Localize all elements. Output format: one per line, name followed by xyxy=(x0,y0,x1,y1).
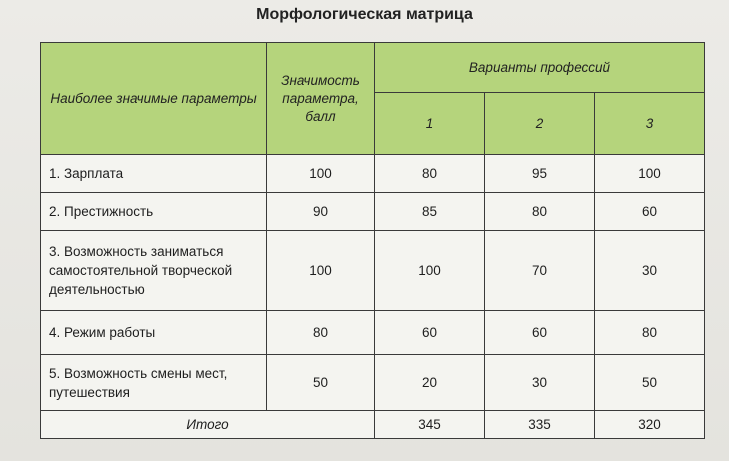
variant-2-value: 80 xyxy=(485,193,595,231)
total-row xyxy=(41,411,705,439)
page-title: Морфологическая матрица xyxy=(256,6,473,23)
param-label: 1. Зарплата xyxy=(41,155,267,193)
table-row xyxy=(41,355,705,411)
header-significance: Значимость параметра, балл xyxy=(267,43,375,155)
variant-3-value: 80 xyxy=(595,311,705,355)
param-label: 2. Престижность xyxy=(41,193,267,231)
header-profession-variants: Варианты профессий xyxy=(375,43,705,93)
significance-value: 100 xyxy=(267,155,375,193)
significance-value: 80 xyxy=(267,311,375,355)
variant-1-value: 60 xyxy=(375,311,485,355)
variant-3-value: 50 xyxy=(595,355,705,411)
variant-2-value: 30 xyxy=(485,355,595,411)
header-variant-1: 1 xyxy=(375,93,485,155)
significance-value: 50 xyxy=(267,355,375,411)
variant-3-value: 60 xyxy=(595,193,705,231)
table-row xyxy=(41,193,705,231)
param-label: 3. Возможность заниматься самостоятельной творческой деятельностью xyxy=(41,231,267,311)
variant-1-value: 20 xyxy=(375,355,485,411)
table-row xyxy=(41,311,705,355)
variant-1-value: 80 xyxy=(375,155,485,193)
header-parameters: Наиболее значимые параметры xyxy=(41,43,267,155)
param-label: 5. Возможность смены мест, путешествия xyxy=(41,355,267,411)
significance-value: 100 xyxy=(267,231,375,311)
total-variant-2: 335 xyxy=(485,411,595,439)
total-label: Итого xyxy=(41,411,375,439)
variant-1-value: 85 xyxy=(375,193,485,231)
param-label: 4. Режим работы xyxy=(41,311,267,355)
total-variant-1: 345 xyxy=(375,411,485,439)
variant-3-value: 30 xyxy=(595,231,705,311)
header-variant-2: 2 xyxy=(485,93,595,155)
morphological-matrix-table xyxy=(40,42,705,439)
variant-1-value: 100 xyxy=(375,231,485,311)
variant-2-value: 60 xyxy=(485,311,595,355)
significance-value: 90 xyxy=(267,193,375,231)
header-variant-3: 3 xyxy=(595,93,705,155)
table-row xyxy=(41,231,705,311)
variant-3-value: 100 xyxy=(595,155,705,193)
table-row xyxy=(41,155,705,193)
variant-2-value: 95 xyxy=(485,155,595,193)
variant-2-value: 70 xyxy=(485,231,595,311)
total-variant-3: 320 xyxy=(595,411,705,439)
